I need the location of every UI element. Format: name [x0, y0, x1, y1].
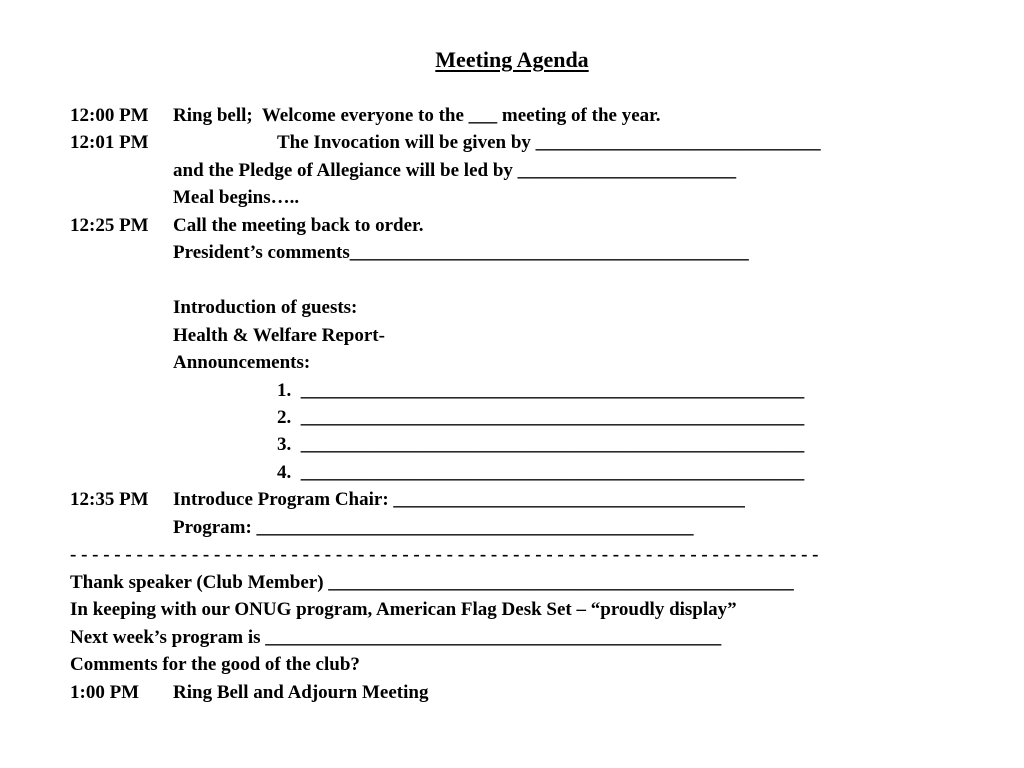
agenda-line — [0, 569, 1024, 596]
agenda-text: Call the meeting back to order. — [173, 214, 424, 236]
agenda-line — [0, 349, 1024, 376]
agenda-time: 12:25 PM — [70, 214, 149, 236]
agenda-text: 4. _____________________________________________________ — [277, 461, 805, 483]
agenda-text: 2. _____________________________________________________ — [277, 406, 805, 428]
agenda-time: 12:35 PM — [70, 489, 149, 511]
page-title: Meeting Agenda — [435, 47, 589, 72]
agenda-line — [0, 322, 1024, 349]
agenda-text: In keeping with our ONUG program, American Flag Desk Set – “proudly display” — [70, 599, 737, 621]
agenda-line — [0, 212, 1024, 239]
agenda-time: 12:01 PM — [70, 132, 149, 154]
agenda-line — [0, 514, 1024, 541]
agenda-line — [0, 267, 1024, 294]
agenda-line — [0, 239, 1024, 266]
agenda-text: Thank speaker (Club Member) _________________________________________________ — [70, 571, 794, 593]
agenda-text: Announcements: — [173, 352, 311, 374]
agenda-text: Introduce Program Chair: _____________________________________ — [173, 489, 745, 511]
agenda-text: Health & Welfare Report- — [173, 324, 385, 346]
agenda-line — [0, 596, 1024, 623]
agenda-text: Program: ______________________________________________ — [173, 516, 694, 538]
agenda-time: 12:00 PM — [70, 105, 149, 126]
agenda-line — [0, 624, 1024, 651]
agenda-line — [0, 184, 1024, 211]
agenda-line — [0, 404, 1024, 431]
agenda-text: Comments for the good of the club? — [70, 654, 360, 676]
agenda-text: 3. _____________________________________________________ — [277, 434, 805, 456]
agenda-line — [0, 102, 1024, 129]
agenda-line — [0, 157, 1024, 184]
agenda-line — [0, 679, 1024, 706]
agenda-line — [0, 459, 1024, 486]
agenda-line — [0, 294, 1024, 321]
agenda-line — [0, 651, 1024, 678]
agenda-text — [173, 270, 178, 291]
agenda-text: and the Pledge of Allegiance will be led by _______________________ — [173, 159, 737, 181]
agenda-line — [0, 129, 1024, 156]
agenda-time: 1:00 PM — [70, 681, 140, 703]
agenda-line — [0, 377, 1024, 404]
agenda-line — [0, 541, 1024, 568]
agenda-line — [0, 431, 1024, 458]
agenda-text: - - - - - - - - - - - - - - - - - - - - - - - - - - - - - - - - - - - - - - - - - - - - - - - - - - - - - - - - - - - - - - - - - - - - — [70, 544, 819, 566]
agenda-text: Next week’s program is ________________________________________________ — [70, 626, 722, 648]
agenda-text: 1. _____________________________________________________ — [277, 379, 805, 401]
agenda-text: The Invocation will be given by ______________________________ — [277, 132, 821, 154]
agenda-lines — [0, 102, 1024, 706]
agenda-text: President’s comments__________________________________________ — [173, 242, 749, 264]
agenda-text: Ring bell; Welcome everyone to the ___ meeting of the year. — [173, 105, 661, 126]
agenda-text: Ring Bell and Adjourn Meeting — [173, 681, 429, 703]
agenda-line — [0, 486, 1024, 513]
agenda-text: Meal begins….. — [173, 187, 300, 209]
agenda-text: Introduction of guests: — [173, 297, 358, 319]
